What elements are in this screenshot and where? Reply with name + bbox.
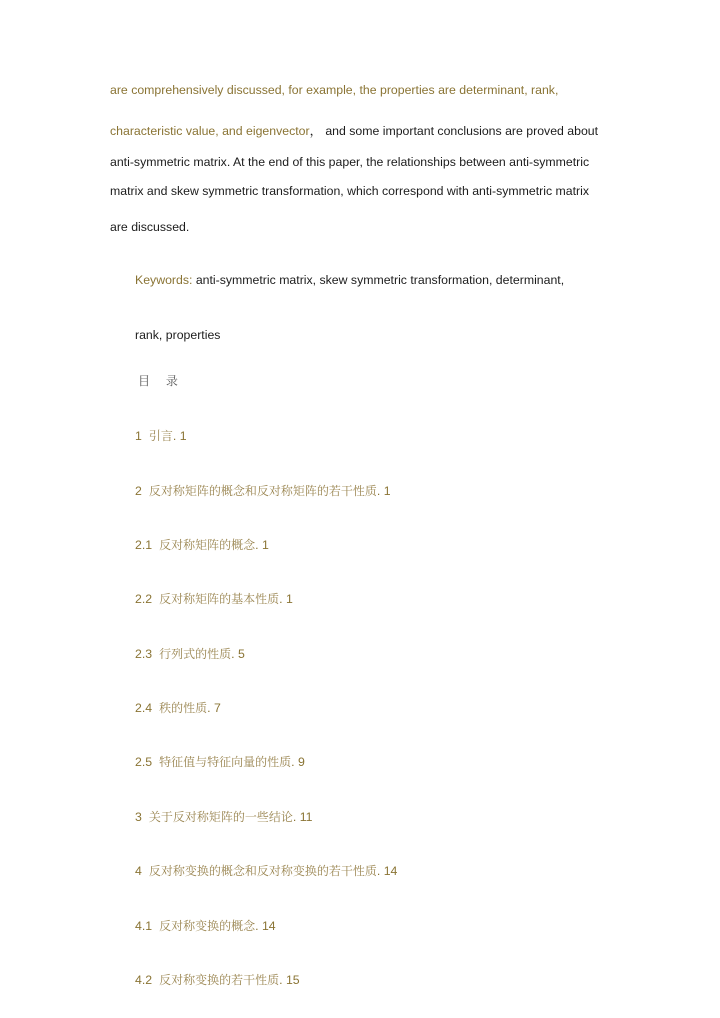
toc-item-number: 2.5 bbox=[135, 755, 153, 769]
toc-item[interactable] bbox=[135, 537, 269, 553]
toc-item-page: . 1 bbox=[172, 429, 187, 443]
toc-heading: 目 录 bbox=[138, 374, 184, 388]
toc-item[interactable] bbox=[135, 809, 312, 825]
toc-item[interactable] bbox=[135, 754, 305, 770]
toc-item-number: 2.3 bbox=[135, 647, 153, 661]
toc-item-number: 2.4 bbox=[135, 701, 153, 715]
toc-item[interactable] bbox=[135, 646, 245, 662]
toc-item-number: 2.1 bbox=[135, 538, 153, 552]
toc-item-page: . 14 bbox=[255, 919, 276, 933]
toc-item-title: 反对称变换的概念 bbox=[159, 919, 256, 933]
toc-item-page: . 11 bbox=[292, 810, 313, 824]
toc-item-title: 反对称矩阵的概念 bbox=[159, 538, 256, 552]
abstract-line-2-separator: ， bbox=[309, 124, 322, 138]
toc-item[interactable] bbox=[135, 428, 187, 444]
toc-item-page: . 7 bbox=[207, 701, 221, 715]
toc-item-title: 反对称矩阵的基本性质 bbox=[159, 592, 280, 606]
abstract-line-2-highlight: characteristic value, and eigenvector bbox=[110, 124, 310, 138]
toc-item-page: . 1 bbox=[376, 484, 391, 498]
abstract-line-5: are discussed. bbox=[110, 220, 190, 234]
abstract-line-2 bbox=[110, 123, 598, 139]
toc-item-number: 4 bbox=[135, 864, 142, 878]
toc-item-number: 2 bbox=[135, 484, 142, 498]
toc-item-page: . 9 bbox=[291, 755, 305, 769]
toc-item-title: 引言 bbox=[148, 429, 173, 443]
toc-item-page: . 1 bbox=[279, 592, 293, 606]
keywords-label: Keywords: bbox=[135, 273, 193, 287]
toc-item-number: 3 bbox=[135, 810, 142, 824]
toc-item[interactable] bbox=[135, 700, 221, 716]
toc-item-title: 特征值与特征向量的性质 bbox=[159, 755, 292, 769]
toc-item[interactable] bbox=[135, 972, 300, 988]
toc-item-title: 关于反对称矩阵的一些结论 bbox=[148, 810, 293, 824]
toc-item[interactable] bbox=[135, 863, 397, 879]
toc-item-page: . 15 bbox=[279, 973, 300, 987]
toc-item-number: 1 bbox=[135, 429, 142, 443]
toc-item-page: . 5 bbox=[231, 647, 245, 661]
toc-item-number: 4.1 bbox=[135, 919, 153, 933]
abstract-line-1: are comprehensively discussed, for example, the properties are determinant, rank, bbox=[110, 83, 559, 97]
toc-item[interactable] bbox=[135, 483, 391, 499]
keywords-line-1 bbox=[135, 272, 564, 288]
keywords-values: anti-symmetric matrix, skew symmetric transformation, determinant, bbox=[192, 273, 565, 287]
keywords-line-2: rank, properties bbox=[135, 328, 221, 342]
toc-item-title: 行列式的性质 bbox=[159, 647, 232, 661]
toc-item-title: 反对称变换的若干性质 bbox=[159, 973, 280, 987]
toc-item-page: . 14 bbox=[376, 864, 398, 878]
abstract-line-2-rest: and some important conclusions are proved about bbox=[321, 124, 599, 138]
abstract-line-4: matrix and skew symmetric transformation, which correspond with anti-symmetric matrix bbox=[110, 184, 590, 198]
toc-item-number: 4.2 bbox=[135, 973, 153, 987]
toc-item[interactable] bbox=[135, 591, 293, 607]
abstract-line-3: anti-symmetric matrix. At the end of this paper, the relationships between anti-symmetric bbox=[110, 155, 590, 169]
toc-item-number: 2.2 bbox=[135, 592, 153, 606]
toc-item-title: 秩的性质 bbox=[159, 701, 208, 715]
toc-item[interactable] bbox=[135, 918, 276, 934]
toc-item-title: 反对称变换的概念和反对称变换的若干性质 bbox=[148, 864, 377, 878]
toc-item-page: . 1 bbox=[255, 538, 269, 552]
toc-item-title: 反对称矩阵的概念和反对称矩阵的若干性质 bbox=[148, 484, 377, 498]
